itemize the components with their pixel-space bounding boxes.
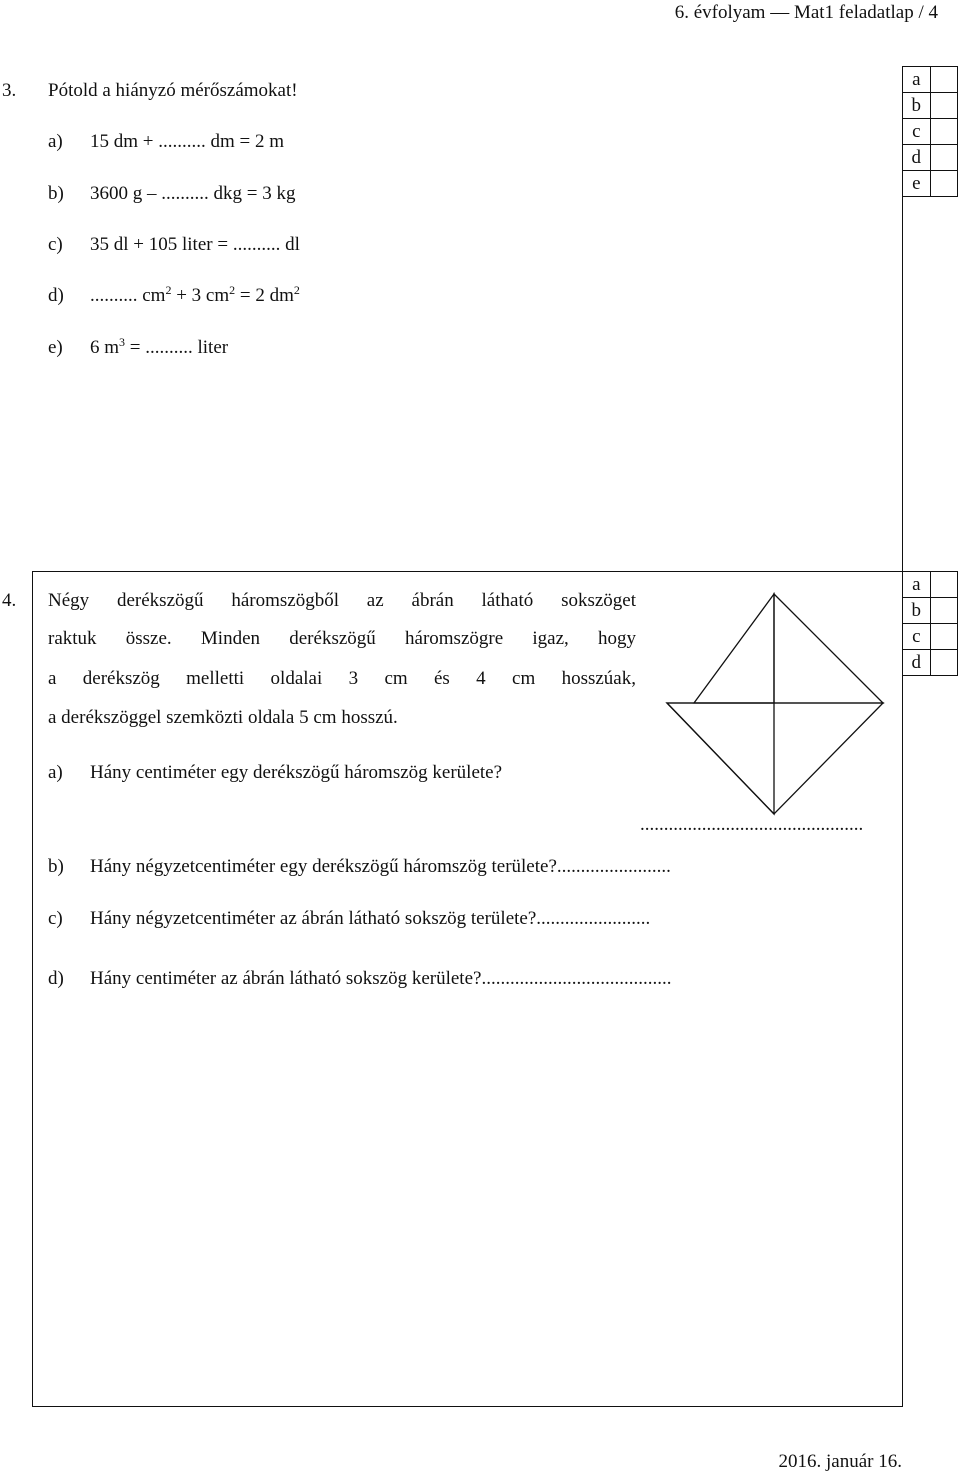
frame-left-task4 [32,571,33,1407]
item-letter: c) [48,908,63,929]
frame-bottom-task4 [32,1406,903,1407]
score-label: b [903,598,931,624]
frame-top-task4 [32,571,958,572]
task3-title: Pótold a hiányzó mérőszámokat! [48,80,298,101]
frame-right-task4 [902,571,903,1407]
answer-blank[interactable]: ........................................ [481,968,672,989]
score-cell[interactable] [930,171,957,197]
task4-question-a: a) Hány centiméter egy derékszögű háromszög kerülete? [48,762,503,783]
answer-blank[interactable]: ........................ [536,908,651,929]
answer-blank[interactable]: .......... [158,131,206,152]
task3-item-a: a) 15 dm + .......... dm = 2 m [48,131,285,152]
score-cell[interactable] [930,650,957,676]
item-letter: b) [48,856,64,877]
answer-blank[interactable]: .......... [145,337,193,358]
triangle-top [694,594,774,703]
answer-blank[interactable]: .......... [161,183,209,204]
item-letter: d) [48,285,64,306]
score-cell[interactable] [930,119,957,145]
task4-question-d: d) Hány centiméter az ábrán látható sokszög kerülete?........................................ [48,968,672,989]
task3-item-c: c) 35 dl + 105 liter = .......... dl [48,234,300,255]
score-cell[interactable] [930,572,957,598]
task3-item-e: e) 6 $m^3$ = .......... liter [48,335,229,358]
score-label: d [903,650,931,676]
task3-item-d: d) .......... $cm^2 + 3$ $cm^2 = 2$ $dm^2$ [48,283,300,306]
task4-question-c: c) Hány négyzetcentiméter az ábrán látható sokszög területe?........................ [48,908,651,929]
task3-score-table [902,66,958,197]
task4-text-line: Négy derékszögű háromszögből az ábrán látható sokszöget [48,590,636,611]
score-cell[interactable] [930,93,957,119]
task4-text-line: a derékszög melletti oldalai 3 cm és 4 cm hosszúak, [48,668,636,689]
answer-blank[interactable]: .......... [90,285,138,306]
score-label: b [903,93,931,119]
item-letter: c) [48,234,63,255]
triangle-bottom [667,703,774,814]
item-letter: a) [48,762,63,783]
item-letter: d) [48,968,64,989]
task4-text-line: a derékszöggel szemközti oldala 5 cm hosszú. [48,707,398,728]
score-cell[interactable] [930,145,957,171]
item-letter: b) [48,183,64,204]
task4-number: 4. [2,590,17,611]
score-label: a [903,67,931,93]
score-cell[interactable] [930,598,957,624]
score-label: c [903,119,931,145]
score-cell[interactable] [930,67,957,93]
score-cell[interactable] [930,624,957,650]
task4-score-table [902,571,958,676]
footer-date: 2016. január 16. [778,1451,902,1472]
page-header: 6. évfolyam — Mat1 feladatlap / 4 [674,2,938,23]
score-label: d [903,145,931,171]
item-letter: a) [48,131,63,152]
task4-question-b: b) Hány négyzetcentiméter egy derékszögű háromszög területe?........................ [48,856,671,877]
item-letter: e) [48,337,63,358]
task4-text-line: raktuk össze. Minden derékszögű háromszögre igaz, hogy [48,628,636,649]
triangle-right [774,594,883,703]
score-label: a [903,572,931,598]
answer-blank[interactable]: .......... [232,234,281,255]
score-label: e [903,171,931,197]
answer-blank[interactable]: ........................ [556,856,671,877]
triangle-left [667,703,883,814]
task3-item-b: b) 3600 g – .......... dkg = 3 kg [48,183,296,204]
score-label: c [903,624,931,650]
answer-blank[interactable]: ............................................... [640,814,864,835]
task3-number: 3. [2,80,17,101]
